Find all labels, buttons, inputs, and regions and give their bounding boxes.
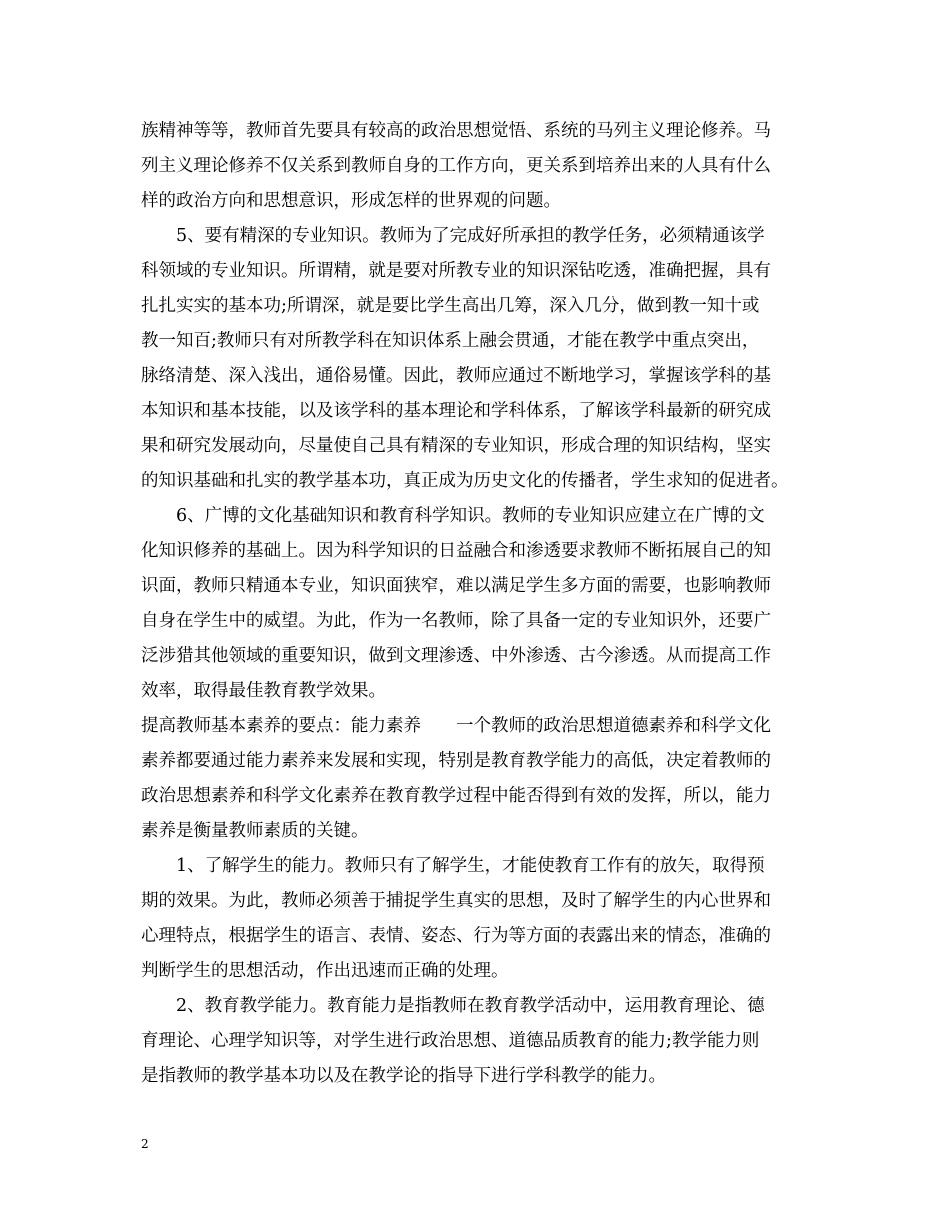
text-line: 的知识基础和扎实的教学基本功，真正成为历史文化的传播者，学生求知的促进者。 bbox=[141, 471, 789, 491]
text-line: 自身在学生中的威望。为此，作为一名教师，除了具备一定的专业知识外，还要广 bbox=[141, 611, 771, 631]
text-line: 心理特点，根据学生的语言、表情、姿态、行为等方面的表露出来的情态，准确的 bbox=[141, 926, 771, 946]
text-line: 泛涉猎其他领域的重要知识，做到文理渗透、中外渗透、古今渗透。从而提高工作 bbox=[141, 646, 771, 666]
text-line: 1、了解学生的能力。教师只有了解学生，才能使教育工作有的放矢，取得预 bbox=[141, 856, 765, 876]
text-line: 本知识和基本技能，以及该学科的基本理论和学科体系，了解该学科最新的研究成 bbox=[141, 401, 771, 421]
text-line: 判断学生的思想活动，作出迅速而正确的处理。 bbox=[141, 961, 509, 981]
text-line: 样的政治方向和思想意识，形成怎样的世界观的问题。 bbox=[141, 191, 561, 211]
document-body bbox=[141, 114, 823, 1094]
text-line: 2、教育教学能力。教育能力是指教师在教育教学活动中，运用教育理论、德 bbox=[141, 996, 765, 1016]
text-line: 效率，取得最佳教育教学效果。 bbox=[141, 681, 386, 701]
text-line: 素养是衡量教师素质的关键。 bbox=[141, 821, 369, 841]
text-line: 化知识修养的基础上。因为科学知识的日益融合和渗透要求教师不断拓展自己的知 bbox=[141, 541, 771, 561]
text-line: 果和研究发展动向，尽量使自己具有精深的专业知识，形成合理的知识结构，坚实 bbox=[141, 436, 771, 456]
text-line: 科领域的专业知识。所谓精，就是要对所教专业的知识深钻吃透，准确把握，具有 bbox=[141, 261, 771, 281]
text-line: 识面，教师只精通本专业，知识面狭窄，难以满足学生多方面的需要，也影响教师 bbox=[141, 576, 771, 596]
text-line: 6、广博的文化基础知识和教育科学知识。教师的专业知识应建立在广博的文 bbox=[141, 506, 765, 526]
text-line: 是指教师的教学基本功以及在教学论的指导下进行学科教学的能力。 bbox=[141, 1066, 666, 1086]
text-line: 脉络清楚、深入浅出，通俗易懂。因此，教师应通过不断地学习，掌握该学科的基 bbox=[141, 366, 771, 386]
text-line: 教一知百;教师只有对所教学科在知识体系上融会贯通，才能在教学中重点突出， bbox=[141, 331, 760, 351]
text-line: 提高教师基本素养的要点：能力素养 一个教师的政治思想道德素养和科学文化 bbox=[141, 716, 771, 736]
text-line: 政治思想素养和科学文化素养在教育教学过程中能否得到有效的发挥，所以，能力 bbox=[141, 786, 771, 806]
text-line: 素养都要通过能力素养来发展和实现，特别是教育教学能力的高低，决定着教师的 bbox=[141, 751, 771, 771]
text-line: 期的效果。为此，教师必须善于捕捉学生真实的思想，及时了解学生的内心世界和 bbox=[141, 891, 771, 911]
text-line: 扎扎实实的基本功;所谓深，就是要比学生高出几筹，深入几分，做到教一知十或 bbox=[141, 296, 760, 316]
text-line: 育理论、心理学知识等，对学生进行政治思想、道德品质教育的能力;教学能力则 bbox=[141, 1031, 760, 1051]
text-line: 5、要有精深的专业知识。教师为了完成好所承担的教学任务，必须精通该学 bbox=[141, 226, 765, 246]
page-number: 2 bbox=[141, 1137, 149, 1151]
text-line: 列主义理论修养不仅关系到教师自身的工作方向，更关系到培养出来的人具有什么 bbox=[141, 156, 771, 176]
text-line: 族精神等等，教师首先要具有较高的政治思想觉悟、系统的马列主义理论修养。马 bbox=[141, 121, 771, 141]
